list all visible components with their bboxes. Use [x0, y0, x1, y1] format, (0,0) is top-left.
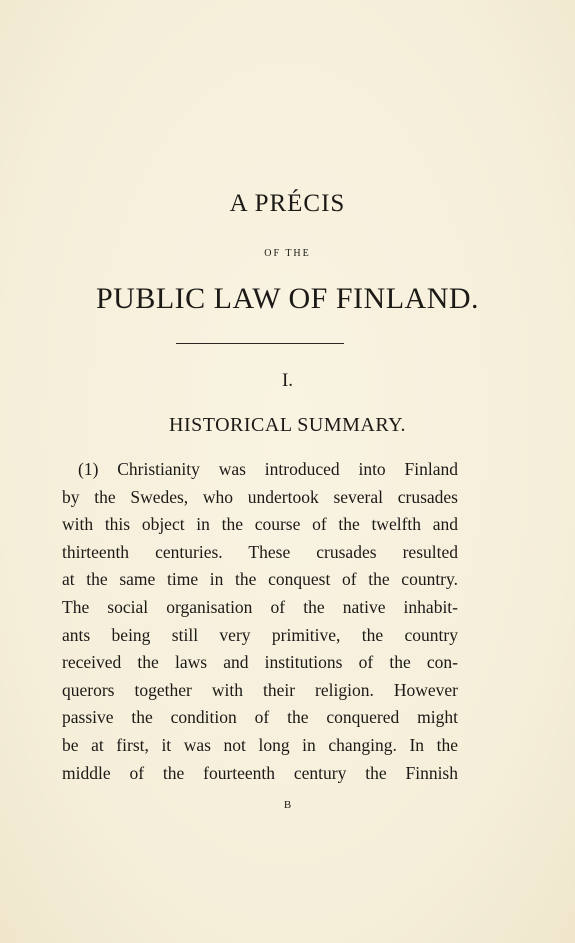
text-line: middle of the fourteenth century the Finnish: [62, 762, 458, 783]
body-paragraph: [62, 456, 458, 787]
title-connector: OF THE: [264, 248, 311, 259]
text-line: ants being still very primitive, the country: [62, 624, 458, 645]
text-line: passive the condition of the conquered might: [62, 707, 458, 728]
text-line: with this object in the course of the twelfth and: [62, 514, 458, 535]
section-title: HISTORICAL SUMMARY.: [169, 414, 406, 436]
title-divider-rule: [176, 343, 344, 344]
section-number: I.: [281, 370, 294, 391]
text-line: The social organisation of the native inhabit-: [62, 596, 458, 617]
text-line: (1) Christianity was introduced into Finland: [78, 459, 458, 479]
book-subtitle: PUBLIC LAW OF FINLAND.: [95, 282, 480, 315]
text-line: thirteenth centuries. These crusades resulted: [62, 541, 458, 562]
printer-signature-mark: B: [283, 799, 292, 811]
text-line: by the Swedes, who undertook several crusades: [62, 486, 458, 507]
text-line: received the laws and institutions of the con-: [62, 652, 458, 673]
text-line: at the same time in the conquest of the country.: [62, 569, 458, 590]
text-line: be at first, it was not long in changing. In the: [62, 734, 458, 755]
book-title: A PRÉCIS: [229, 190, 346, 217]
text-line: querors together with their religion. However: [62, 679, 458, 700]
